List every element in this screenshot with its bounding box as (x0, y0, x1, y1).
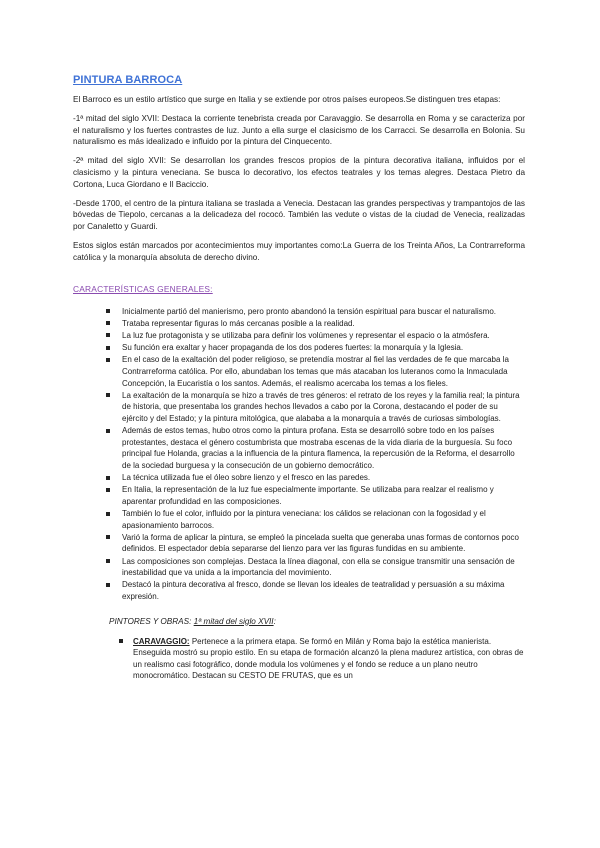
square-bullet-icon (106, 393, 110, 397)
square-bullet-icon (106, 333, 110, 337)
list-item-text: Varió la forma de aplicar la pintura, se empleó la pincelada suelta que generaba unas formas de contornos poco definidos. El espectador debía separarse del lienzo para ver las figuras fundidas en su ambiente. (122, 532, 519, 554)
intro-paragraph: El Barroco es un estilo artístico que surge en Italia y se extiende por otros países europeos.Se distinguen tres etapas: (73, 95, 501, 104)
list-item (106, 508, 525, 531)
section-heading: CARACTERÍSTICAS GENERALES: (73, 283, 213, 294)
list-item (106, 390, 525, 425)
square-bullet-icon (106, 321, 110, 325)
list-item-text: La técnica utilizada fue el óleo sobre lienzo y el fresco en las paredes. (122, 473, 371, 483)
square-bullet-icon (106, 429, 110, 433)
stage-1-paragraph: -1ª mitad del siglo XVII: Destaca la corriente tenebrista creada por Caravaggio. Se desarrolla en Roma y se caracteriza por el naturalismo y los fuertes contrastes de luz. Junto a ella surge el clasicismo de los Carracci. Se desarrolla en Bolonia. Su naturalismo es más idealizado e influido por la pintura del Cinquecento. (73, 113, 525, 147)
list-item (119, 636, 525, 682)
subheading-prefix: PINTORES Y OBRAS: (109, 616, 194, 626)
context-paragraph: Estos siglos están marcados por acontecimientos muy importantes como:La Guerra de los Treinta Años, La Contrarreforma católica y la monarquía absoluta de derecho divino. (73, 240, 525, 262)
subheading-suffix: : (273, 616, 276, 626)
subheading-period: 1ª mitad del siglo XVII (193, 616, 274, 626)
list-item-text: La exaltación de la monarquía se hizo a través de tres géneros: el retrato de los reyes y la familia real; la pintura de historia, que presentaba los grandes hechos llevados a cabo por la Corona, destacando el poder de su ejército y del Estado; y la pintura mitológica, que alababa a la monarquía a través de curiosas simbologías. (122, 390, 520, 423)
painter-description: Pertenece a la primera etapa. Se formó en Milán y Roma bajo la estética manierista. Enseguida mostró su propio estilo. En su etapa de formación alcanzó la plena madurez artística, con obras de un realismo casi fotográfico, donde modula los volúmenes y el fondo se reduce a un plano neutro monocromático. Destacan su CESTO DE FRUTAS, que es un (133, 636, 524, 681)
list-item (106, 318, 525, 330)
square-bullet-icon (106, 559, 110, 563)
list-item-text: En el caso de la exaltación del poder religioso, se pretendía mostrar al fiel las verdades de fe que marcaba la Contrarreforma católica. Por ello, abundaban los temas que más atacaban los luteranos como la Inmaculada Concepción, la Eucaristía o los santos. Además, el realismo acercaba los temas a los fieles. (122, 355, 509, 388)
list-item (106, 484, 525, 507)
list-item (106, 556, 525, 579)
square-bullet-icon (119, 639, 123, 643)
list-item (106, 472, 525, 484)
list-item (106, 342, 525, 354)
stage-3-paragraph: -Desde 1700, el centro de la pintura italiana se traslada a Venecia. Destacan las grandes perspectivas y trampantojos de las bóvedas de Tiepolo, cercanas a la delicadeza del rococó. También las vedute o vistas de la ciudad de Venecia, realizadas por Canaletto y Guardi. (73, 198, 525, 232)
square-bullet-icon (106, 583, 110, 587)
list-item-text: Las composiciones son complejas. Destaca la línea diagonal, con ella se consigue transmitir una sensación de inestabilidad que va unida a la importancia del movimiento. (122, 556, 515, 578)
square-bullet-icon (106, 346, 110, 350)
square-bullet-icon (106, 476, 110, 480)
painter-name: CARAVAGGIO: (133, 636, 190, 646)
document-title: PINTURA BARROCA (73, 74, 183, 86)
square-bullet-icon (106, 535, 110, 539)
list-item (106, 306, 525, 318)
list-item-text: Trataba representar figuras lo más cercanas posible a la realidad. (122, 318, 355, 328)
stage-2-paragraph: -2ª mitad del siglo XVII: Se desarrollan los grandes frescos propios de la pintura decorativa italiana, influidos por el clasicismo y la pintura veneciana. Se busca lo decorativo, los efectos teatrales y los temas alegres. Destaca Pietro da Cortona, Luca Giordano e Il Baciccio. (73, 156, 525, 189)
list-item-text: Su función era exaltar y hacer propaganda de los dos poderes fuertes: la monarquía y la Iglesia. (122, 343, 464, 353)
list-item (106, 579, 525, 602)
characteristics-list (73, 306, 525, 603)
list-item-text: La luz fue protagonista y se utilizaba para definir los volúmenes y representar el espacio o la atmósfera. (122, 330, 490, 340)
list-item-text: Destacó la pintura decorativa al fresco, donde se llevan los ideales de teatralidad y persuasión a su máxima expresión. (122, 580, 505, 601)
list-item (106, 425, 525, 471)
square-bullet-icon (106, 309, 110, 313)
painters-subheading (109, 617, 525, 626)
list-item-text: En Italia, la representación de la luz fue especialmente importante. Se utilizaba para realzar el realismo y aparentar profundidad en las composiciones. (122, 485, 494, 506)
list-item (106, 354, 525, 389)
painters-list (73, 636, 525, 682)
list-item-text: Inicialmente partió del manierismo, pero pronto abandonó la tensión espiritual para buscar el naturalismo. (122, 306, 496, 316)
list-item-text: Además de estos temas, hubo otros como la pintura profana. Esta se desarrolló sobre todo en los países protestantes, destaca el género costumbrista que mostraba escenas de la vida diaria de la burguesía. Su foco principal fue Holanda, gracias a la influencia de la pintura flamenca, la repercusión de la Reforma, el desarrollo de la sociedad burguesa y la consecución de un gobierno democrático. (122, 426, 515, 470)
square-bullet-icon (106, 488, 110, 492)
list-item-text: También lo fue el color, influido por la pintura veneciana: los cálidos se relacionan con la fogosidad y el apasionamiento barrocos. (122, 509, 486, 530)
square-bullet-icon (106, 358, 110, 362)
square-bullet-icon (106, 512, 110, 516)
list-item (106, 532, 525, 555)
list-item (106, 330, 525, 342)
